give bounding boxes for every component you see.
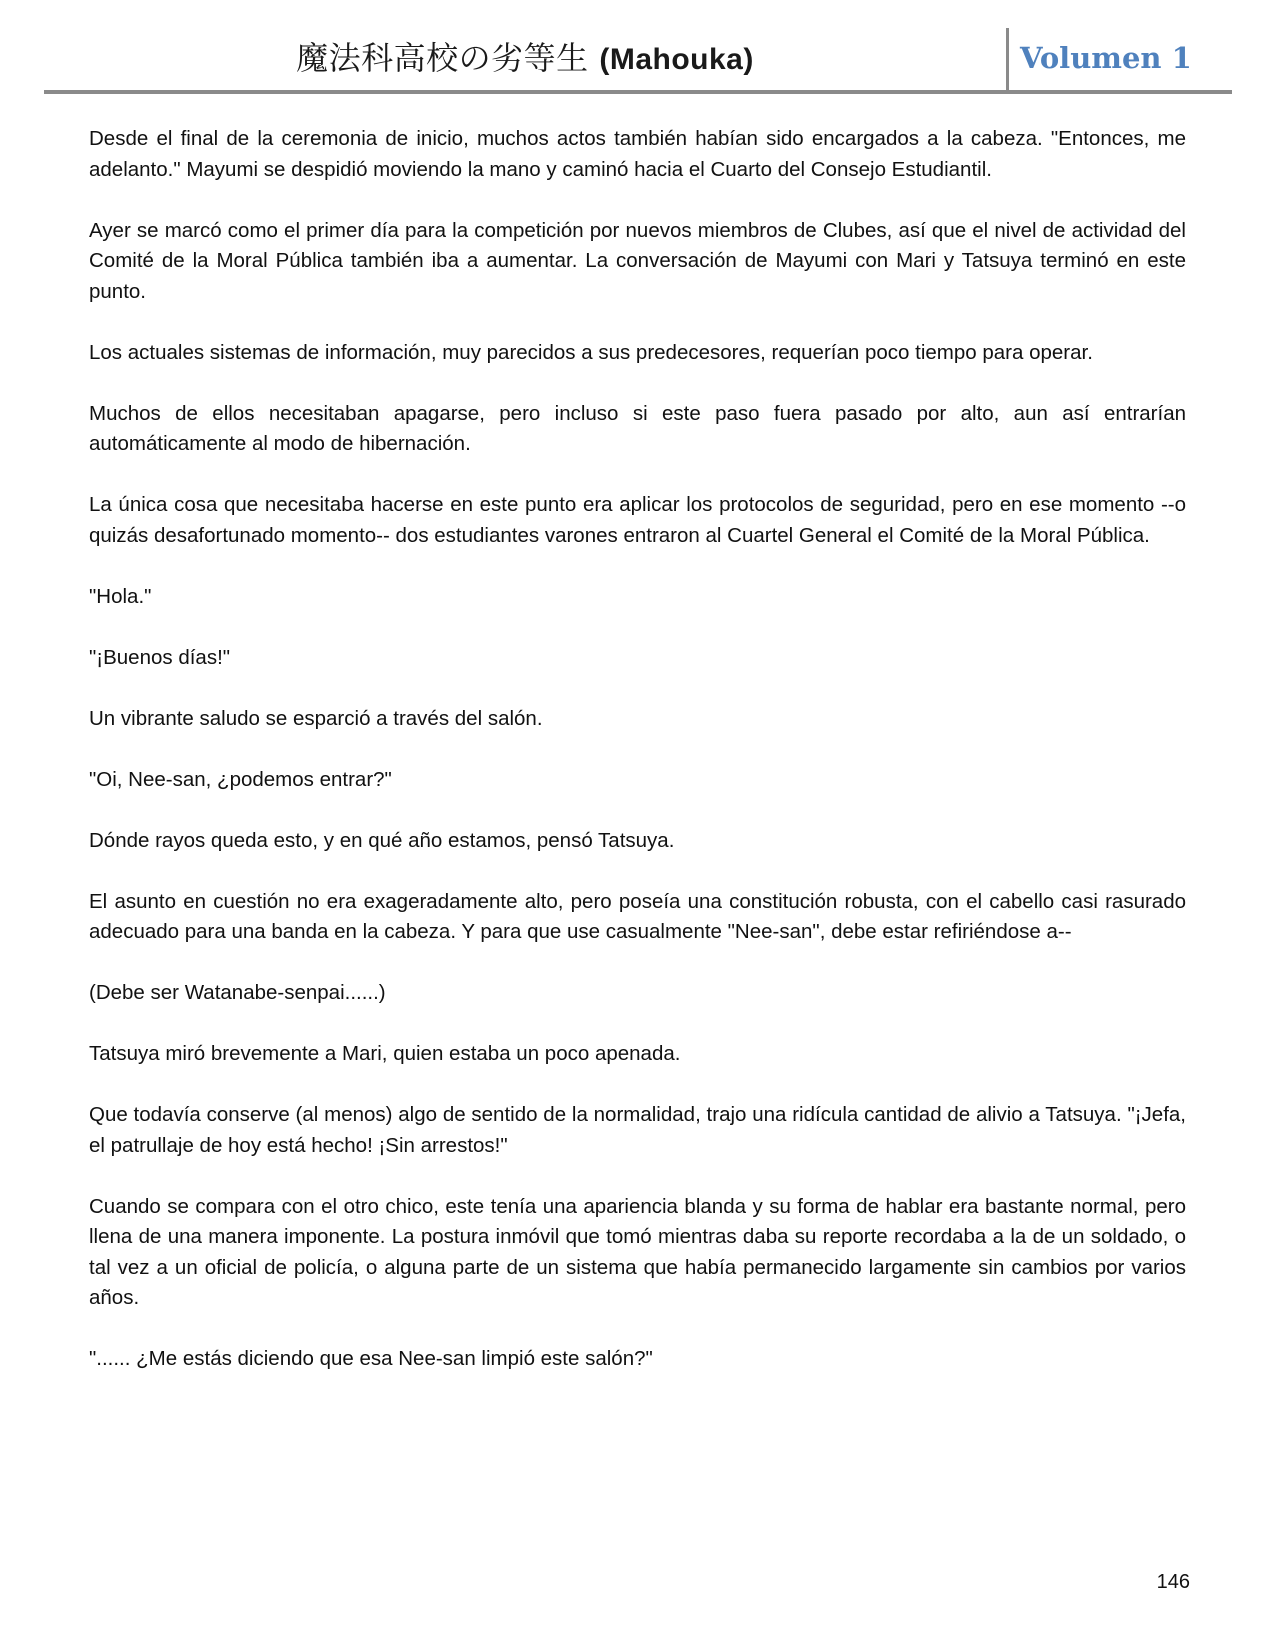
paragraph: Dónde rayos queda esto, y en qué año estamos, pensó Tatsuya. (89, 828, 675, 852)
header-horizontal-rule (44, 90, 1232, 94)
volume-label: Volumen 1 (1020, 41, 1192, 75)
paragraph: "Hola." (89, 584, 152, 608)
page-number: 146 (1156, 1571, 1190, 1593)
paragraph: "...... ¿Me estás diciendo que esa Nee-san limpió este salón?" (89, 1347, 653, 1370)
paragraph: El asunto en cuestión no era exageradamente alto, pero poseía una constitución robusta, con el cabello casi rasurado adecuado para una banda en la cabeza. Y para que use casualmente "Nee-san", debe estar refiriéndose a-- (89, 889, 1186, 943)
paragraph: "Oi, Nee-san, ¿podemos entrar?" (89, 767, 392, 791)
page-body (89, 124, 1186, 1405)
paragraph: Tatsuya miró brevemente a Mari, quien estaba un poco apenada. (89, 1042, 681, 1065)
paragraph: Ayer se marcó como el primer día para la competición por nuevos miembros de Clubes, así que el nivel de actividad del Comité de la Moral Pública también iba a aumentar. La conversación de Mayumi con Mari y Tatsuya terminó en este punto. (89, 218, 1186, 303)
paragraph: "¡Buenos días!" (89, 645, 231, 669)
paragraph: (Debe ser Watanabe-senpai......) (89, 981, 386, 1004)
paragraph: Desde el final de la ceremonia de inicio, muchos actos también habían sido encargados a la cabeza. "Entonces, me adelanto." Mayumi se despidió moviendo la mano y caminó hacia el Cuarto del Consejo Estudiantil. (89, 127, 1186, 181)
header-vertical-divider (1006, 28, 1009, 92)
paragraph: Los actuales sistemas de información, muy parecidos a sus predecesores, requerían poco tiempo para operar. (89, 340, 1093, 364)
paragraph: Muchos de ellos necesitaban apagarse, pero incluso si este paso fuera pasado por alto, aun así entrarían automáticamente al modo de hibernación. (89, 401, 1186, 455)
paragraph: Cuando se compara con el otro chico, este tenía una apariencia blanda y su forma de hablar era bastante normal, pero llena de una manera imponente. La postura inmóvil que tomó mientras daba su reporte recordaba a la de un soldado, o tal vez a un oficial de policía, o alguna parte de un sistema que había permanecido largamente sin cambios por varios años. (89, 1194, 1186, 1309)
paragraph: Que todavía conserve (al menos) algo de sentido de la normalidad, trajo una ridícula cantidad de alivio a Tatsuya. "¡Jefa, el patrullaje de hoy está hecho! ¡Sin arrestos!" (89, 1103, 1186, 1157)
book-title-japanese: 魔法科高校の劣等生 (296, 39, 589, 77)
paragraph: Un vibrante saludo se esparció a través del salón. (89, 706, 543, 730)
book-title-romaji: (Mahouka) (599, 43, 754, 76)
page-header (44, 28, 1232, 94)
paragraph: La única cosa que necesitaba hacerse en este punto era aplicar los protocolos de seguridad, pero en ese momento --o quizás desafortunado momento-- dos estudiantes varones entraron al Cuartel General el Comité de la Moral Pública. (89, 493, 1186, 547)
book-title (44, 38, 1006, 80)
